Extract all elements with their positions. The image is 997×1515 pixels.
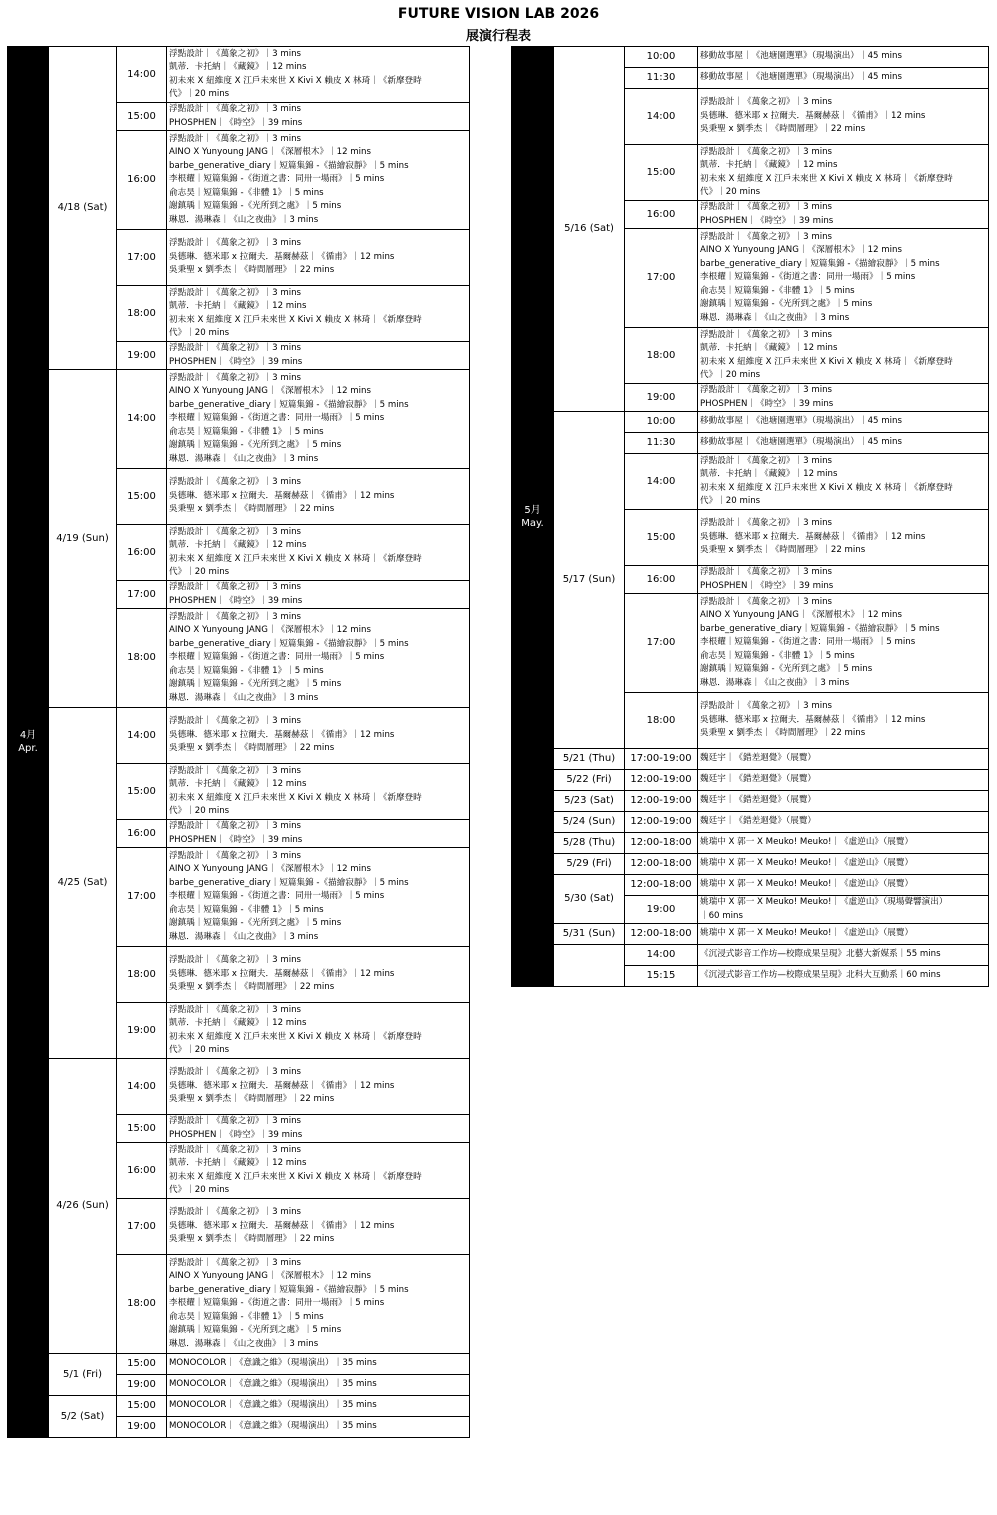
time-cell: 15:00 (117, 1396, 167, 1417)
program-line: PHOSPHEN｜《時空》｜39 mins (169, 356, 303, 367)
program-cell (167, 1199, 470, 1255)
program-cell (698, 433, 989, 454)
program-line: 李根耀｜短篇集錦 -《街道之書：同卅一場雨》｜5 mins (169, 652, 385, 663)
program-line: 吳秉聖 x 劉季杰｜《時間層理》｜22 mins (169, 1094, 335, 1105)
time-cell: 17:00 (117, 848, 167, 947)
program-cell (698, 594, 989, 693)
program-line: 代》｜20 mins (169, 566, 230, 577)
time-cell: 18:00 (117, 609, 167, 708)
program-line: 吳德琳．德米耶 x 拉爾夫．基爾赫茲｜《循甫》｜12 mins (169, 1080, 395, 1091)
program-line: 初未來 X 紐維度 X 江戶未來世 X Kivi X 賴皮 X 林琦｜《新摩登時 (169, 553, 422, 564)
program-line: 浮點設計｜《萬象之初》｜3 mins (169, 48, 302, 59)
program-cell (167, 848, 470, 947)
program-cell (698, 412, 989, 433)
program-line: 浮點設計｜《萬象之初》｜3 mins (700, 146, 833, 157)
program-line: 浮點設計｜《萬象之初》｜3 mins (169, 526, 302, 537)
program-line: 李根耀｜短篇集錦 -《街道之書：同卅一場雨》｜5 mins (169, 174, 385, 185)
program-line: 俞志昊｜短篇集錦 -《非體 1》｜5 mins (169, 426, 324, 437)
time-cell: 10:00 (625, 412, 698, 433)
month-text: 4月 (19, 730, 37, 741)
program-line: AINO X Yunyoung JANG｜《深層根木》｜12 mins (169, 625, 371, 636)
program-line: barbe_generative_diary｜短篇集錦 -《描繪寂靜》｜5 mins (169, 1284, 409, 1295)
program-line: 凱蒂．卡托納｜《藏鏡》｜12 mins (169, 779, 307, 790)
program-line: 代》｜20 mins (700, 186, 761, 197)
time-cell: 17:00 (625, 594, 698, 693)
program-line: 凱蒂．卡托納｜《藏鏡》｜12 mins (169, 62, 307, 73)
program-line: 浮點設計｜《萬象之初》｜3 mins (700, 455, 833, 466)
time-cell: 18:00 (625, 328, 698, 384)
program-line: 魏廷宇｜《錯差迴覺》（展覽） (700, 774, 817, 785)
program-line: 浮點設計｜《萬象之初》｜3 mins (169, 1067, 302, 1078)
date-cell: 5/23 (Sat) (554, 791, 625, 812)
program-line: 俞志昊｜短篇集錦 -《非體 1》｜5 mins (169, 665, 324, 676)
program-line: 移動故事屋｜《池塘園選單》（現場演出）｜45 mins (700, 72, 902, 83)
program-cell (167, 103, 470, 131)
program-line: MONOCOLOR｜《意識之維》（現場演出）｜35 mins (169, 1358, 377, 1369)
program-line: 浮點設計｜《萬象之初》｜3 mins (169, 134, 302, 145)
program-line: 吳秉聖 x 劉季杰｜《時間層理》｜22 mins (700, 728, 866, 739)
time-cell: 10:00 (625, 47, 698, 68)
program-line: 凱蒂．卡托納｜《藏鏡》｜12 mins (169, 540, 307, 551)
schedule-row (8, 370, 470, 469)
date-cell: 5/28 (Thu) (554, 833, 625, 854)
program-line: 吳秉聖 x 劉季杰｜《時間層理》｜22 mins (700, 545, 866, 556)
program-line: AINO X Yunyoung JANG｜《深層根木》｜12 mins (169, 864, 371, 875)
program-line: 浮點設計｜《萬象之初》｜3 mins (169, 1116, 302, 1127)
program-cell (698, 812, 989, 833)
program-line: 初未來 X 紐維度 X 江戶未來世 X Kivi X 賴皮 X 林琦｜《新摩登時 (169, 75, 422, 86)
program-cell (167, 1354, 470, 1375)
date-cell: 5/30 (Sat) (554, 875, 625, 924)
date-cell: 5/29 (Fri) (554, 854, 625, 875)
date-cell: 5/2 (Sat) (49, 1396, 117, 1438)
program-line: 謝鎮瑀｜短篇集錦 -《光所到之處》｜5 mins (700, 664, 873, 675)
program-line: PHOSPHEN｜《時空》｜39 mins (169, 834, 303, 845)
program-line: 琳恩．湯琳森｜《山之夜曲》｜3 mins (169, 931, 319, 942)
program-line: 浮點設計｜《萬象之初》｜3 mins (169, 104, 302, 115)
program-line: 謝鎮瑀｜短篇集錦 -《光所到之處》｜5 mins (169, 201, 342, 212)
time-cell: 19:00 (117, 1417, 167, 1438)
time-cell: 15:00 (625, 510, 698, 566)
time-cell: 19:00 (625, 384, 698, 412)
program-line: 吳德琳．德米耶 x 拉爾夫．基爾赫茲｜《循甫》｜12 mins (169, 490, 395, 501)
time-cell: 14:00 (625, 945, 698, 966)
program-line: 代》｜20 mins (700, 495, 761, 506)
program-line: 謝鎮瑀｜短篇集錦 -《光所到之處》｜5 mins (700, 299, 873, 310)
program-line: 李根耀｜短篇集錦 -《街道之書：同卅一場雨》｜5 mins (700, 272, 916, 283)
program-cell (167, 581, 470, 609)
program-line: AINO X Yunyoung JANG｜《深層根木》｜12 mins (169, 1271, 371, 1282)
program-line: 浮點設計｜《萬象之初》｜3 mins (700, 567, 833, 578)
program-line: 浮點設計｜《萬象之初》｜3 mins (169, 1004, 302, 1015)
program-line: barbe_generative_diary｜短篇集錦 -《描繪寂靜》｜5 mins (169, 399, 409, 410)
program-line: 吳秉聖 x 劉季杰｜《時間層理》｜22 mins (169, 743, 335, 754)
date-cell: 5/1 (Fri) (49, 1354, 117, 1396)
time-cell: 14:00 (625, 89, 698, 145)
program-line: 魏廷宇｜《錯差迴覺》（展覽） (700, 795, 817, 806)
schedule-row (8, 1059, 470, 1115)
time-cell: 19:00 (117, 342, 167, 370)
program-line: 俞志昊｜短篇集錦 -《非體 1》｜5 mins (169, 187, 324, 198)
program-line: barbe_generative_diary｜短篇集錦 -《描繪寂靜》｜5 mins (169, 638, 409, 649)
program-cell (698, 384, 989, 412)
time-cell: 15:15 (625, 966, 698, 987)
program-cell (698, 201, 989, 229)
program-cell (698, 454, 989, 510)
page-subtitle: 展演行程表 (465, 29, 531, 44)
program-cell (167, 1143, 470, 1199)
program-cell (167, 708, 470, 764)
program-line: 凱蒂．卡托納｜《藏鏡》｜12 mins (169, 1018, 307, 1029)
program-cell (167, 1417, 470, 1438)
program-cell (167, 947, 470, 1003)
program-line: 姚瑞中 X 郭一 X Meuko! Meuko!｜《虛逆山》（展覽） (700, 928, 914, 939)
program-line: PHOSPHEN｜《時空》｜39 mins (700, 215, 834, 226)
program-line: 初未來 X 紐維度 X 江戶未來世 X Kivi X 賴皮 X 林琦｜《新摩登時 (169, 1171, 422, 1182)
program-cell (167, 1003, 470, 1059)
program-line: 凱蒂．卡托納｜《藏鏡》｜12 mins (700, 343, 838, 354)
time-cell: 18:00 (117, 1255, 167, 1354)
program-cell (167, 370, 470, 469)
program-cell (698, 328, 989, 384)
program-line: AINO X Yunyoung JANG｜《深層根木》｜12 mins (700, 610, 902, 621)
program-line: 琳恩．湯琳森｜《山之夜曲》｜3 mins (169, 692, 319, 703)
program-line: 魏廷宇｜《錯差迴覺》（展覽） (700, 816, 817, 827)
program-line: 浮點設計｜《萬象之初》｜3 mins (169, 955, 302, 966)
date-cell (554, 945, 625, 987)
program-cell (698, 47, 989, 68)
program-line: 初未來 X 紐維度 X 江戶未來世 X Kivi X 賴皮 X 林琦｜《新摩登時 (700, 173, 953, 184)
time-cell: 17:00 (117, 581, 167, 609)
month-text: 5月 (524, 504, 541, 516)
program-cell (167, 609, 470, 708)
program-line: 俞志昊｜短篇集錦 -《非體 1》｜5 mins (169, 1311, 324, 1322)
program-line: 姚瑞中 X 郭一 X Meuko! Meuko!｜《虛逆山》（展覽） (700, 858, 914, 869)
date-cell: 4/18 (Sat) (49, 47, 117, 370)
program-cell (167, 286, 470, 342)
program-line: 凱蒂．卡托納｜《藏鏡》｜12 mins (700, 160, 838, 171)
time-cell: 11:30 (625, 68, 698, 89)
program-line: 吳德琳．德米耶 x 拉爾夫．基爾赫茲｜《循甫》｜12 mins (700, 531, 926, 542)
program-cell (698, 510, 989, 566)
schedule-row (512, 749, 989, 770)
time-cell: 12:00-18:00 (625, 875, 698, 896)
time-cell: 15:00 (117, 103, 167, 131)
program-cell (698, 566, 989, 594)
time-cell: 19:00 (117, 1003, 167, 1059)
time-cell: 17:00-19:00 (625, 749, 698, 770)
date-cell: 5/31 (Sun) (554, 924, 625, 945)
program-line: 浮點設計｜《萬象之初》｜3 mins (700, 232, 833, 243)
program-line: 吳德琳．德米耶 x 拉爾夫．基爾赫茲｜《循甫》｜12 mins (700, 714, 926, 725)
program-line: 浮點設計｜《萬象之初》｜3 mins (169, 1144, 302, 1155)
program-line: PHOSPHEN｜《時空》｜39 mins (700, 580, 834, 591)
time-cell: 16:00 (117, 131, 167, 230)
time-cell: 14:00 (117, 47, 167, 103)
program-line: ｜60 mins (700, 910, 743, 921)
program-line: 浮點設計｜《萬象之初》｜3 mins (169, 373, 302, 384)
time-cell: 14:00 (117, 1059, 167, 1115)
program-cell (167, 1255, 470, 1354)
time-cell: 15:00 (117, 764, 167, 820)
date-cell: 4/26 (Sun) (49, 1059, 117, 1354)
time-cell: 15:00 (625, 145, 698, 201)
program-line: 浮點設計｜《萬象之初》｜3 mins (169, 582, 302, 593)
program-line: PHOSPHEN｜《時空》｜39 mins (169, 1129, 303, 1140)
program-line: barbe_generative_diary｜短篇集錦 -《描繪寂靜》｜5 mins (169, 160, 409, 171)
program-line: 魏廷宇｜《錯差迴覺》（展覽） (700, 753, 817, 764)
program-cell (167, 131, 470, 230)
program-cell (167, 47, 470, 103)
program-line: 吳秉聖 x 劉季杰｜《時間層理》｜22 mins (169, 1234, 335, 1245)
time-cell: 15:00 (117, 469, 167, 525)
schedule-row (512, 770, 989, 791)
time-cell: 11:30 (625, 433, 698, 454)
program-cell (698, 833, 989, 854)
date-cell: 5/17 (Sun) (554, 412, 625, 749)
program-cell (698, 145, 989, 201)
schedule-row (512, 945, 989, 966)
program-line: MONOCOLOR｜《意識之維》（現場演出）｜35 mins (169, 1421, 377, 1432)
program-line: 《沉浸式影音工作坊—校際成果呈現》北科大互動系｜60 mins (700, 970, 941, 981)
schedule-table-may (511, 46, 989, 987)
schedule-row (512, 412, 989, 433)
time-cell: 15:00 (117, 1115, 167, 1143)
program-cell (167, 1375, 470, 1396)
program-cell (167, 1115, 470, 1143)
program-line: 浮點設計｜《萬象之初》｜3 mins (169, 477, 302, 488)
program-cell (698, 966, 989, 987)
program-line: PHOSPHEN｜《時空》｜39 mins (169, 117, 303, 128)
program-line: AINO X Yunyoung JANG｜《深層根木》｜12 mins (169, 147, 371, 158)
time-cell: 15:00 (117, 1354, 167, 1375)
program-line: 姚瑞中 X 郭一 X Meuko! Meuko!｜《虛逆山》（現場聲響演出） (700, 897, 948, 908)
program-line: 浮點設計｜《萬象之初》｜3 mins (169, 851, 302, 862)
program-line: 吳秉聖 x 劉季杰｜《時間層理》｜22 mins (169, 504, 335, 515)
program-line: 代》｜20 mins (169, 805, 230, 816)
program-line: 吳秉聖 x 劉季杰｜《時間層理》｜22 mins (169, 982, 335, 993)
program-cell (698, 693, 989, 749)
program-line: 移動故事屋｜《池塘園選單》（現場演出）｜45 mins (700, 437, 902, 448)
program-line: 《沉浸式影音工作坊—校際成果呈現》北藝大新媒系｜55 mins (700, 949, 941, 960)
date-cell: 5/22 (Fri) (554, 770, 625, 791)
program-cell (698, 945, 989, 966)
program-line: 初未來 X 紐維度 X 江戶未來世 X Kivi X 賴皮 X 林琦｜《新摩登時 (169, 792, 422, 803)
program-line: PHOSPHEN｜《時空》｜39 mins (169, 595, 303, 606)
program-line: 浮點設計｜《萬象之初》｜3 mins (169, 1207, 302, 1218)
program-line: 李根耀｜短篇集錦 -《街道之書：同卅一場雨》｜5 mins (169, 1298, 385, 1309)
program-line: 移動故事屋｜《池塘園選單》（現場演出）｜45 mins (700, 416, 902, 427)
schedule-row (512, 791, 989, 812)
program-line: 代》｜20 mins (700, 369, 761, 380)
time-cell: 12:00-19:00 (625, 791, 698, 812)
program-cell (698, 68, 989, 89)
program-line: 浮點設計｜《萬象之初》｜3 mins (700, 518, 833, 529)
program-cell (698, 854, 989, 875)
program-cell (698, 89, 989, 145)
time-cell: 18:00 (117, 286, 167, 342)
program-cell (698, 791, 989, 812)
schedule-row (512, 47, 989, 68)
program-line: 浮點設計｜《萬象之初》｜3 mins (700, 329, 833, 340)
program-line: 琳恩．湯琳森｜《山之夜曲》｜3 mins (169, 1338, 319, 1349)
program-cell (167, 820, 470, 848)
program-line: MONOCOLOR｜《意識之維》（現場演出）｜35 mins (169, 1400, 377, 1411)
date-cell: 5/21 (Thu) (554, 749, 625, 770)
program-line: 琳恩．湯琳森｜《山之夜曲》｜3 mins (700, 677, 850, 688)
program-cell (698, 770, 989, 791)
schedule-row (8, 1354, 470, 1375)
program-cell (698, 875, 989, 896)
time-cell: 19:00 (117, 1375, 167, 1396)
program-line: 浮點設計｜《萬象之初》｜3 mins (169, 821, 302, 832)
program-line: 浮點設計｜《萬象之初》｜3 mins (169, 612, 302, 623)
program-cell (698, 229, 989, 328)
time-cell: 12:00-18:00 (625, 924, 698, 945)
schedule-row (8, 708, 470, 764)
program-cell (167, 1396, 470, 1417)
time-cell: 16:00 (625, 201, 698, 229)
program-line: 謝鎮瑀｜短篇集錦 -《光所到之處》｜5 mins (169, 1325, 342, 1336)
schedule-row (512, 812, 989, 833)
time-cell: 12:00-19:00 (625, 770, 698, 791)
program-line: 琳恩．湯琳森｜《山之夜曲》｜3 mins (169, 214, 319, 225)
program-line: 代》｜20 mins (169, 88, 230, 99)
time-cell: 18:00 (117, 947, 167, 1003)
program-cell (167, 525, 470, 581)
date-cell: 5/24 (Sun) (554, 812, 625, 833)
program-cell (167, 230, 470, 286)
program-cell (167, 1059, 470, 1115)
time-cell: 14:00 (117, 708, 167, 764)
time-cell: 14:00 (625, 454, 698, 510)
program-line: 浮點設計｜《萬象之初》｜3 mins (700, 385, 833, 396)
program-line: 浮點設計｜《萬象之初》｜3 mins (700, 701, 833, 712)
program-line: 吳秉聖 x 劉季杰｜《時間層理》｜22 mins (169, 265, 335, 276)
time-cell: 14:00 (117, 370, 167, 469)
program-line: 浮點設計｜《萬象之初》｜3 mins (169, 287, 302, 298)
program-line: 謝鎮瑀｜短篇集錦 -《光所到之處》｜5 mins (169, 440, 342, 451)
program-line: 姚瑞中 X 郭一 X Meuko! Meuko!｜《虛逆山》（展覽） (700, 837, 914, 848)
program-line: 謝鎮瑀｜短篇集錦 -《光所到之處》｜5 mins (169, 918, 342, 929)
time-cell: 16:00 (625, 566, 698, 594)
time-cell: 16:00 (117, 525, 167, 581)
program-cell (167, 342, 470, 370)
program-line: 代》｜20 mins (169, 1184, 230, 1195)
program-line: 浮點設計｜《萬象之初》｜3 mins (169, 765, 302, 776)
program-line: 俞志昊｜短篇集錦 -《非體 1》｜5 mins (169, 904, 324, 915)
program-line: 吳德琳．德米耶 x 拉爾夫．基爾赫茲｜《循甫》｜12 mins (169, 968, 395, 979)
program-line: 浮點設計｜《萬象之初》｜3 mins (169, 238, 302, 249)
program-line: 凱蒂．卡托納｜《藏鏡》｜12 mins (700, 469, 838, 480)
schedule-row (512, 875, 989, 896)
program-line: 俞志昊｜短篇集錦 -《非體 1》｜5 mins (700, 650, 855, 661)
program-line: 初未來 X 紐維度 X 江戶未來世 X Kivi X 賴皮 X 林琦｜《新摩登時 (700, 356, 953, 367)
program-line: 吳秉聖 x 劉季杰｜《時間層理》｜22 mins (700, 124, 866, 135)
schedule-row (8, 1396, 470, 1417)
program-line: 李根耀｜短篇集錦 -《街道之書：同卅一場雨》｜5 mins (169, 413, 385, 424)
date-cell: 4/19 (Sun) (49, 370, 117, 708)
program-line: 初未來 X 紐維度 X 江戶未來世 X Kivi X 賴皮 X 林琦｜《新摩登時 (700, 482, 953, 493)
schedule-row (512, 833, 989, 854)
program-line: 吳德琳．德米耶 x 拉爾夫．基爾赫茲｜《循甫》｜12 mins (700, 110, 926, 121)
program-line: 李根耀｜短篇集錦 -《街道之書：同卅一場雨》｜5 mins (169, 891, 385, 902)
time-cell: 17:00 (625, 229, 698, 328)
program-line: 浮點設計｜《萬象之初》｜3 mins (700, 97, 833, 108)
program-line: 浮點設計｜《萬象之初》｜3 mins (700, 597, 833, 608)
time-cell: 18:00 (625, 693, 698, 749)
program-line: 浮點設計｜《萬象之初》｜3 mins (169, 343, 302, 354)
program-line: barbe_generative_diary｜短篇集錦 -《描繪寂靜》｜5 mins (700, 258, 940, 269)
time-cell: 16:00 (117, 820, 167, 848)
date-cell: 4/25 (Sat) (49, 708, 117, 1059)
program-cell (698, 896, 989, 924)
program-line: 凱蒂．卡托納｜《藏鏡》｜12 mins (169, 301, 307, 312)
time-cell: 17:00 (117, 1199, 167, 1255)
program-line: 俞志昊｜短篇集錦 -《非體 1》｜5 mins (700, 285, 855, 296)
schedule-row (512, 924, 989, 945)
time-cell: 12:00-18:00 (625, 854, 698, 875)
program-line: 吳德琳．德米耶 x 拉爾夫．基爾赫茲｜《循甫》｜12 mins (169, 251, 395, 262)
program-line: 初未來 X 紐維度 X 江戶未來世 X Kivi X 賴皮 X 林琦｜《新摩登時 (169, 1031, 422, 1042)
month-text: May. (521, 517, 544, 529)
time-cell: 12:00-18:00 (625, 833, 698, 854)
program-line: 移動故事屋｜《池塘園選單》（現場演出）｜45 mins (700, 51, 902, 62)
program-line: 李根耀｜短篇集錦 -《街道之書：同卅一場雨》｜5 mins (700, 637, 916, 648)
program-line: 代》｜20 mins (169, 327, 230, 338)
program-line: barbe_generative_diary｜短篇集錦 -《描繪寂靜》｜5 mins (169, 877, 409, 888)
date-cell: 5/16 (Sat) (554, 47, 625, 412)
month-text: Apr. (18, 743, 38, 754)
program-cell (167, 469, 470, 525)
program-line: AINO X Yunyoung JANG｜《深層根木》｜12 mins (169, 386, 371, 397)
program-cell (698, 924, 989, 945)
program-line: AINO X Yunyoung JANG｜《深層根木》｜12 mins (700, 245, 902, 256)
time-cell: 16:00 (117, 1143, 167, 1199)
program-line: 浮點設計｜《萬象之初》｜3 mins (169, 1258, 302, 1269)
program-line: 凱蒂．卡托納｜《藏鏡》｜12 mins (169, 1158, 307, 1169)
program-line: 浮點設計｜《萬象之初》｜3 mins (169, 716, 302, 727)
program-line: 謝鎮瑀｜短篇集錦 -《光所到之處》｜5 mins (169, 679, 342, 690)
schedule-row (8, 47, 470, 103)
time-cell: 17:00 (117, 230, 167, 286)
program-line: PHOSPHEN｜《時空》｜39 mins (700, 398, 834, 409)
program-line: 吳德琳．德米耶 x 拉爾夫．基爾赫茲｜《循甫》｜12 mins (169, 1220, 395, 1231)
month-label (8, 47, 49, 1438)
program-line: 代》｜20 mins (169, 1044, 230, 1055)
schedule-row (512, 854, 989, 875)
schedule-table-april (7, 46, 470, 1438)
program-cell (698, 749, 989, 770)
program-line: 浮點設計｜《萬象之初》｜3 mins (700, 202, 833, 213)
time-cell: 19:00 (625, 896, 698, 924)
page-title: FUTURE VISION LAB 2026 (397, 6, 600, 22)
program-line: 吳德琳．德米耶 x 拉爾夫．基爾赫茲｜《循甫》｜12 mins (169, 729, 395, 740)
program-line: 琳恩．湯琳森｜《山之夜曲》｜3 mins (169, 453, 319, 464)
program-line: barbe_generative_diary｜短篇集錦 -《描繪寂靜》｜5 mins (700, 623, 940, 634)
program-line: 琳恩．湯琳森｜《山之夜曲》｜3 mins (700, 312, 850, 323)
program-line: 初未來 X 紐維度 X 江戶未來世 X Kivi X 賴皮 X 林琦｜《新摩登時 (169, 314, 422, 325)
month-label (512, 47, 554, 987)
program-line: 姚瑞中 X 郭一 X Meuko! Meuko!｜《虛逆山》（展覽） (700, 879, 914, 890)
program-line: MONOCOLOR｜《意識之維》（現場演出）｜35 mins (169, 1379, 377, 1390)
time-cell: 12:00-19:00 (625, 812, 698, 833)
program-cell (167, 764, 470, 820)
